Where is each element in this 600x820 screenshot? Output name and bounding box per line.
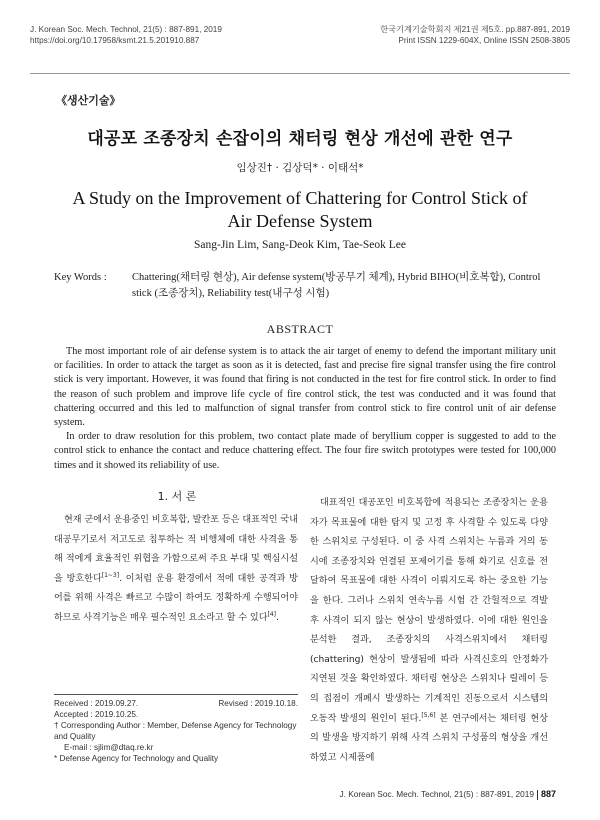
- english-title: A Study on the Improvement of Chattering for Control Stick of Air Defense System: [72, 188, 528, 231]
- keywords-label: Key Words :: [54, 272, 107, 283]
- footnote-dates: [54, 698, 298, 709]
- article-category: 《생산기술》: [56, 94, 121, 107]
- page-number: 887: [540, 789, 556, 799]
- left-column: [54, 511, 298, 629]
- running-header-right: [380, 24, 570, 46]
- header-divider: [30, 73, 570, 74]
- footer-separator: [537, 790, 538, 800]
- doi-link[interactable]: https://doi.org/10.17958/ksmt.21.5.201910.887: [30, 36, 200, 45]
- author-email[interactable]: E-mail : sjlim@dtaq.re.kr: [64, 743, 154, 752]
- running-header-left: [30, 24, 222, 46]
- footnote-divider: [54, 694, 298, 695]
- abstract-paragraph: In order to draw resolution for this problem, two contact plate made of beryllium copper is suggested to add to the control stick to enhance the contact and reduce chattering effect. The four fire switch prototypes were tested for 100,000 times and it showed its reliability of use.: [54, 431, 556, 471]
- keywords-text: Chattering(채터링 현상), Air defense system(방공무기 체계), Hybrid BIHO(비호복합), Control stick (조종장치), Reliability test(내구성 시험): [132, 272, 541, 299]
- body-paragraph: [54, 511, 298, 629]
- page-footer: [339, 789, 556, 800]
- korean-authors: 임상진† · 김상덕* · 이태석*: [236, 162, 364, 174]
- accepted-date: Accepted : 2019.10.25.: [54, 710, 139, 719]
- journal-citation: J. Korean Soc. Mech. Technol, 21(5) : 887-891, 2019: [30, 25, 222, 34]
- citation-ref[interactable]: [1~3]: [101, 571, 120, 579]
- body-text: 현재 군에서 운용중인 비호복합, 발칸포 등은 대표적인 국내 대공무기로서 저고도로 침투하는 적 비행체에 대한 사격을 통해 적에게 효율적인 위협을 가함으로써 주요 부대 및 핵심시설을 방호한다: [54, 515, 298, 584]
- revised-date: Revised : 2019.10.18.: [218, 699, 298, 708]
- section-heading: 1. 서 론: [157, 490, 197, 503]
- corresponding-author: † Corresponding Author : Member, Defense Agency for Technology and Quality: [54, 721, 297, 741]
- footnotes: [54, 698, 298, 764]
- abstract-body: [54, 345, 556, 473]
- body-text: 대표적인 대공포인 비호복합에 적용되는 조종장치는 운용자가 목표물에 대한 탐지 및 고정 후 사격할 수 있도록 다양한 스위치로 구성된다. 이 중 사격 스위치는 누름과 거의 동시에 조종장치와 연결된 포제어기를 통해 화기로 신호를 전달하여 목표물에 대한 사격이 이뤄지도록 하는 중요한 기능을 한다. 그러나 스위치 연속누름 시험 간 간헐적으로 격발 후 사격이 되지 않는 현상이 발생하였다. 이에 대한 원인을 분석한 결과, 조종장치의 사격스위치에서 채터링(chattering) 현상이 발생됨에 따라 사격신호의 안정화가 지연된 것을 확인하였다. 채터링 현상은 스위치나 릴레이 등의 접점이 개폐시 발생하는 기계적인 진동으로서 시스템의 오동작 발생의 원인이 된다.: [310, 498, 548, 724]
- affiliation-note: * Defense Agency for Technology and Quality: [54, 754, 219, 763]
- right-column: [310, 494, 548, 768]
- abstract-paragraph: The most important role of air defense system is to attack the air target of enemy to defend the important military unit or facilities. In order to attack the target as soon as it is detected, fast and precise fire signal transfer using the fire control stick is very important. However, it was found that firing is not conducted in the test for fire control stick. In order to find the reason of such problem and improve life cycle of fire control stick, the test was conducted and it was found that chattering occurred and this led to malfunction of signal transfer from control stick to fire control unit of air defense system.: [54, 346, 556, 429]
- citation-ref[interactable]: [5,6]: [421, 711, 436, 719]
- issn-info: Print ISSN 1229-604X, Online ISSN 2508-3805: [398, 36, 570, 45]
- body-paragraph: [310, 494, 548, 768]
- korean-title: 대공포 조종장치 손잡이의 채터링 현상 개선에 관한 연구: [87, 129, 513, 149]
- abstract-heading: ABSTRACT: [266, 322, 334, 336]
- journal-citation-ko: 한국기계기술학회지 제21권 제5호. pp.887-891, 2019: [380, 25, 570, 34]
- received-date: Received : 2019.09.27.: [54, 699, 139, 708]
- body-text: .: [276, 612, 279, 623]
- body-text: . 이처럼 운용 환경에서 적에 대한 공격과 방어를 위해 사격은 빠르고 수많이 하여도 정확하게 수행되어야 하므로 사격기능은 매우 필수적인 요소라고 할 수 있다: [54, 573, 298, 623]
- keywords-block: [54, 270, 556, 302]
- body-text: 본 연구에서는 채터링 현상의 발생을 방지하기 위해 사격 스위치 구성품의 형상을 개선하였고 시제품에: [310, 713, 548, 763]
- english-authors: Sang-Jin Lim, Sang-Deok Kim, Tae-Seok Lee: [193, 239, 406, 251]
- citation-ref[interactable]: [4]: [267, 610, 276, 618]
- footer-citation: J. Korean Soc. Mech. Technol, 21(5) : 887-891, 2019: [339, 789, 534, 799]
